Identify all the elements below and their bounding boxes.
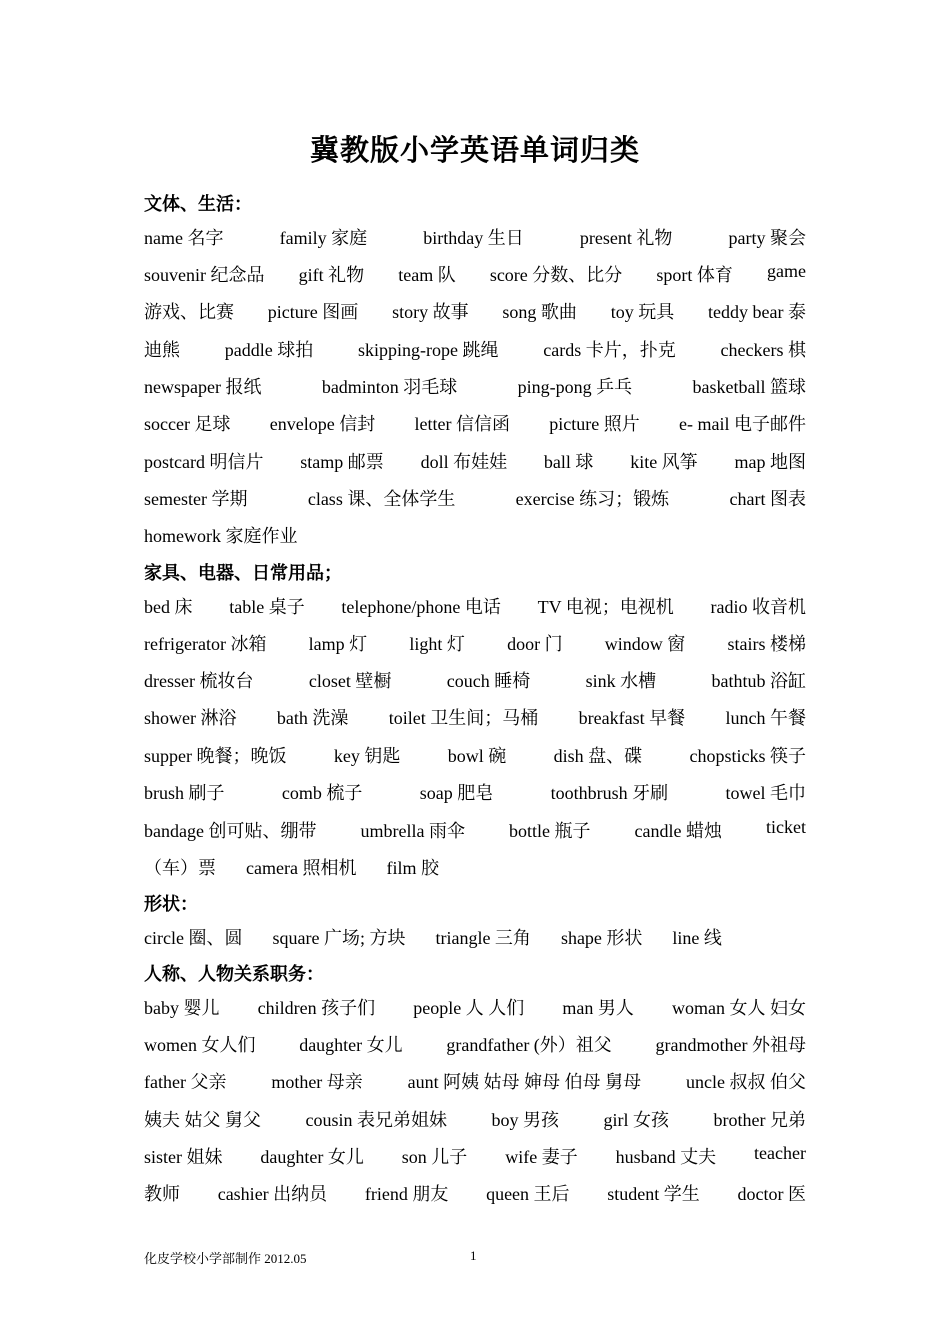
vocab-line — [144, 667, 806, 693]
vocab-entry: party 聚会 — [728, 228, 806, 248]
vocab-entry: bathtub 浴缸 — [711, 671, 806, 691]
vocab-line — [144, 817, 806, 843]
vocab-entry: game — [767, 261, 806, 281]
vocab-entry: daughter 女儿 — [260, 1147, 364, 1167]
section-heading: 家具、电器、日常用品； — [144, 563, 342, 583]
vocab-entry: triangle 三角 — [435, 928, 531, 948]
vocab-line — [144, 224, 806, 250]
vocab-entry: candle 蜡烛 — [634, 821, 722, 841]
vocab-entry: grandmother 外祖母 — [655, 1035, 806, 1055]
vocab-entry: queen 王后 — [486, 1184, 570, 1204]
vocab-entry: doll 布娃娃 — [420, 452, 508, 472]
vocab-line — [144, 994, 806, 1020]
vocab-entry: breakfast 早餐 — [578, 708, 686, 728]
vocab-entry: （车）票 — [144, 858, 216, 878]
vocab-entry: brother 兄弟 — [713, 1110, 806, 1130]
vocab-entry: brush 刷子 — [144, 783, 225, 803]
vocab-entry: kite 风筝 — [630, 452, 698, 472]
vocab-entry: soccer 足球 — [144, 414, 231, 434]
vocab-entry: ball 球 — [543, 452, 594, 472]
vocab-entry: baby 婴儿 — [144, 998, 220, 1018]
vocab-entry: ticket — [765, 817, 806, 837]
vocab-entry: bowl 碗 — [447, 746, 507, 766]
vocab-entry: sink 水槽 — [585, 671, 657, 691]
vocab-line — [144, 630, 806, 656]
vocab-entry: couch 睡椅 — [446, 671, 531, 691]
vocab-entry: sport 体育 — [656, 265, 733, 285]
vocab-entry: son 儿子 — [401, 1147, 468, 1167]
vocab-entry: shape 形状 — [560, 928, 643, 948]
vocab-entry: table 桌子 — [229, 597, 305, 617]
vocab-line — [144, 448, 806, 474]
vocab-entry: woman 女人 妇女 — [671, 998, 806, 1018]
vocab-entry: exercise 练习；锻炼 — [515, 489, 670, 509]
vocab-entry: key 钥匙 — [333, 746, 401, 766]
vocab-line — [144, 1068, 806, 1094]
vocab-entry: husband 丈夫 — [615, 1147, 717, 1167]
vocab-entry: towel 毛巾 — [725, 783, 806, 803]
vocab-entry: light 灯 — [409, 634, 465, 654]
vocab-entry: grandfather (外）祖父 — [446, 1035, 612, 1055]
vocab-line — [144, 410, 806, 436]
vocab-entry: toy 玩具 — [610, 302, 675, 322]
vocab-entry: teddy bear 泰 — [708, 302, 806, 322]
vocab-entry: bandage 创可贴、绷带 — [144, 821, 317, 841]
vocab-entry: soap 肥皂 — [419, 783, 494, 803]
vocab-entry: closet 壁橱 — [308, 671, 392, 691]
vocab-line — [144, 704, 806, 730]
vocab-entry: souvenir 纪念品 — [144, 265, 265, 285]
footer-text: 化皮学校小学部制作 2012.05 — [144, 1251, 307, 1266]
vocab-line — [144, 779, 806, 805]
vocab-entry: father 父亲 — [144, 1072, 227, 1092]
vocab-entry: name 名字 — [144, 228, 224, 248]
vocab-entry: lunch 午餐 — [725, 708, 806, 728]
vocab-entry: team 队 — [398, 265, 456, 285]
vocab-entry: camera 照相机 — [246, 858, 357, 878]
vocab-entry: present 礼物 — [579, 228, 673, 248]
vocab-entry: women 女人们 — [144, 1035, 256, 1055]
vocab-entry: class 课、全体学生 — [307, 489, 456, 509]
vocab-entry: student 学生 — [607, 1184, 700, 1204]
vocab-entry: bath 洗澡 — [276, 708, 349, 728]
vocab-entry: bed 床 — [144, 597, 193, 617]
vocab-entry: paddle 球拍 — [224, 340, 314, 360]
vocab-entry: basketball 篮球 — [692, 377, 806, 397]
vocab-entry: dish 盘、碟 — [553, 746, 643, 766]
vocab-entry: boy 男孩 — [491, 1110, 559, 1130]
vocab-entry: envelope 信封 — [269, 414, 376, 434]
vocab-entry: lamp 灯 — [308, 634, 368, 654]
vocab-entry: 游戏、比赛 — [144, 302, 234, 322]
vocab-entry: homework 家庭作业 — [144, 526, 298, 546]
vocab-entry: telephone/phone 电话 — [341, 597, 501, 617]
vocab-entry: friend 朋友 — [364, 1184, 449, 1204]
vocab-line — [144, 924, 806, 950]
vocab-entry: 姨夫 姑父 舅父 — [144, 1110, 261, 1130]
vocab-entry: story 故事 — [392, 302, 469, 322]
vocab-line — [144, 1031, 806, 1057]
vocab-line — [144, 854, 806, 880]
vocab-line — [144, 593, 806, 619]
vocab-entry: 迪熊 — [144, 340, 180, 360]
vocab-entry: birthday 生日 — [423, 228, 524, 248]
vocab-entry: picture 照片 — [549, 414, 640, 434]
vocab-line — [144, 1106, 806, 1132]
vocab-entry: stamp 邮票 — [300, 452, 384, 472]
vocab-line — [144, 336, 806, 362]
vocab-entry: e- mail 电子邮件 — [678, 414, 806, 434]
vocab-entry: family 家庭 — [279, 228, 368, 248]
vocab-entry: circle 圈、圆 — [144, 928, 243, 948]
vocab-entry: teacher — [754, 1143, 806, 1163]
vocab-entry: 教师 — [144, 1184, 180, 1204]
vocab-entry: toilet 卫生间；马桶 — [388, 708, 539, 728]
vocab-entry: chart 图表 — [729, 489, 806, 509]
vocab-entry: stairs 楼梯 — [727, 634, 806, 654]
section-heading: 人称、人物关系职务： — [144, 964, 324, 984]
vocab-entry: wife 妻子 — [505, 1147, 578, 1167]
vocab-entry: toothbrush 牙刷 — [550, 783, 669, 803]
vocab-entry: map 地图 — [734, 452, 806, 472]
vocab-entry: film 胶 — [386, 858, 439, 878]
vocab-entry: chopsticks 筷子 — [689, 746, 806, 766]
vocab-line — [144, 742, 806, 768]
vocab-entry: letter 信信函 — [414, 414, 510, 434]
vocab-entry: bottle 瓶子 — [508, 821, 591, 841]
section-heading: 形状： — [144, 894, 198, 914]
vocab-entry: gift 礼物 — [298, 265, 365, 285]
vocab-entry: uncle 叔叔 伯父 — [686, 1072, 806, 1092]
vocab-line — [144, 298, 806, 324]
vocab-entry: daughter 女儿 — [299, 1035, 403, 1055]
vocab-entry: supper 晚餐；晚饭 — [144, 746, 287, 766]
vocab-entry: checkers 棋 — [720, 340, 806, 360]
vocab-entry: picture 图画 — [267, 302, 359, 322]
vocab-entry: postcard 明信片 — [144, 452, 264, 472]
vocab-entry: refrigerator 冰箱 — [144, 634, 267, 654]
vocab-entry: aunt 阿姨 姑母 婶母 伯母 舅母 — [407, 1072, 642, 1092]
vocab-entry: skipping-rope 跳绳 — [358, 340, 499, 360]
vocab-entry: cashier 出纳员 — [217, 1184, 328, 1204]
vocab-entry: square 广场; 方块 — [272, 928, 406, 948]
vocab-line — [144, 485, 806, 511]
vocab-entry: badminton 羽毛球 — [321, 377, 458, 397]
vocab-line — [144, 522, 806, 548]
vocab-entry: TV 电视；电视机 — [537, 597, 674, 617]
vocab-entry: ping-pong 乒乓 — [517, 377, 633, 397]
vocab-entry: children 孩子们 — [257, 998, 376, 1018]
vocab-entry: window 窗 — [604, 634, 686, 654]
vocab-line — [144, 261, 806, 287]
vocab-entry: song 歌曲 — [502, 302, 577, 322]
vocab-entry: shower 淋浴 — [144, 708, 237, 728]
vocab-entry: cards 卡片，扑克 — [543, 340, 676, 360]
section-heading: 文体、生活： — [144, 194, 252, 214]
vocab-line — [144, 1143, 806, 1169]
vocab-entry: line 线 — [672, 928, 722, 948]
vocab-line — [144, 373, 806, 399]
vocab-entry: semester 学期 — [144, 489, 248, 509]
vocab-entry: cousin 表兄弟姐妹 — [305, 1110, 447, 1130]
vocab-entry: doctor 医 — [737, 1184, 806, 1204]
vocab-entry: radio 收音机 — [710, 597, 806, 617]
page-number: 1 — [470, 1248, 477, 1263]
page-title: 冀教版小学英语单词归类 — [309, 135, 640, 167]
vocab-entry: door 门 — [507, 634, 563, 654]
vocab-entry: newspaper 报纸 — [144, 377, 262, 397]
vocab-entry: man 男人 — [562, 998, 634, 1018]
vocab-entry: comb 梳子 — [281, 783, 363, 803]
vocab-entry: sister 姐妹 — [144, 1147, 223, 1167]
vocab-entry: mother 母亲 — [271, 1072, 363, 1092]
vocab-entry: dresser 梳妆台 — [144, 671, 254, 691]
vocab-entry: score 分数、比分 — [489, 265, 623, 285]
vocab-line — [144, 1180, 806, 1206]
vocab-entry: umbrella 雨伞 — [360, 821, 465, 841]
vocab-entry: girl 女孩 — [603, 1110, 669, 1130]
vocab-entry: people 人 人们 — [413, 998, 525, 1018]
